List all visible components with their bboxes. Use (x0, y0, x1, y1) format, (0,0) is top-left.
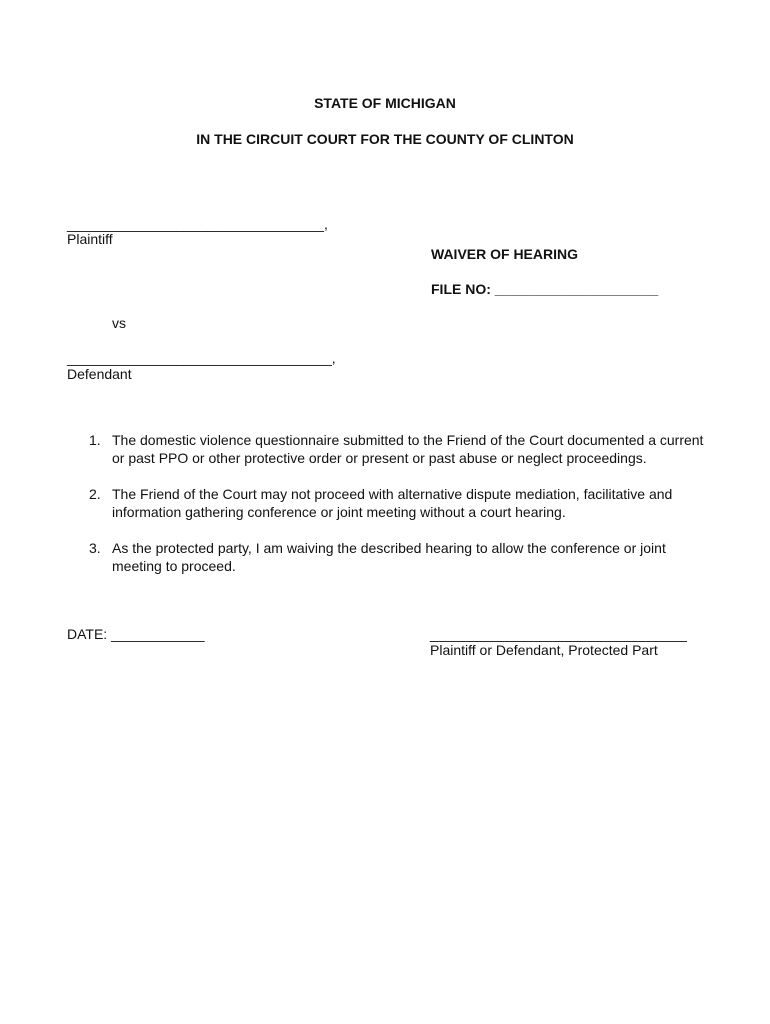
file-number-field: FILE NO: _____________________ (431, 281, 659, 297)
document-title: WAIVER OF HEARING (431, 246, 579, 262)
list-item (67, 539, 707, 575)
state-heading: STATE OF MICHIGAN (314, 95, 456, 111)
plaintiff-name-line: _________________________________, (67, 216, 328, 232)
court-heading: IN THE CIRCUIT COURT FOR THE COUNTY OF CLINTON (196, 131, 574, 147)
defendant-name-line: __________________________________, (67, 350, 336, 366)
list-item-number: 2. (89, 486, 101, 502)
list-item-text: As the protected party, I am waiving the described hearing to allow the conference or joint meeting to proceed. (112, 540, 666, 574)
list-item (67, 485, 707, 521)
statement-list (67, 431, 707, 593)
list-item-text: The domestic violence questionnaire submitted to the Friend of the Court documented a current or past PPO or other protective order or present or past abuse or neglect proceedings. (112, 432, 704, 466)
date-field: DATE: ____________ (67, 626, 205, 642)
signature-line: _________________________________ (430, 626, 687, 642)
signature-label: Plaintiff or Defendant, Protected Part (430, 642, 658, 658)
list-item-number: 3. (89, 540, 101, 556)
plaintiff-label: Plaintiff (67, 231, 113, 247)
list-item (67, 431, 707, 467)
versus-label: vs (112, 315, 126, 331)
list-item-text: The Friend of the Court may not proceed with alternative dispute mediation, facilitative and information gathering conference or joint meeting without a court hearing. (112, 486, 673, 520)
defendant-label: Defendant (67, 366, 132, 382)
list-item-number: 1. (89, 432, 101, 448)
